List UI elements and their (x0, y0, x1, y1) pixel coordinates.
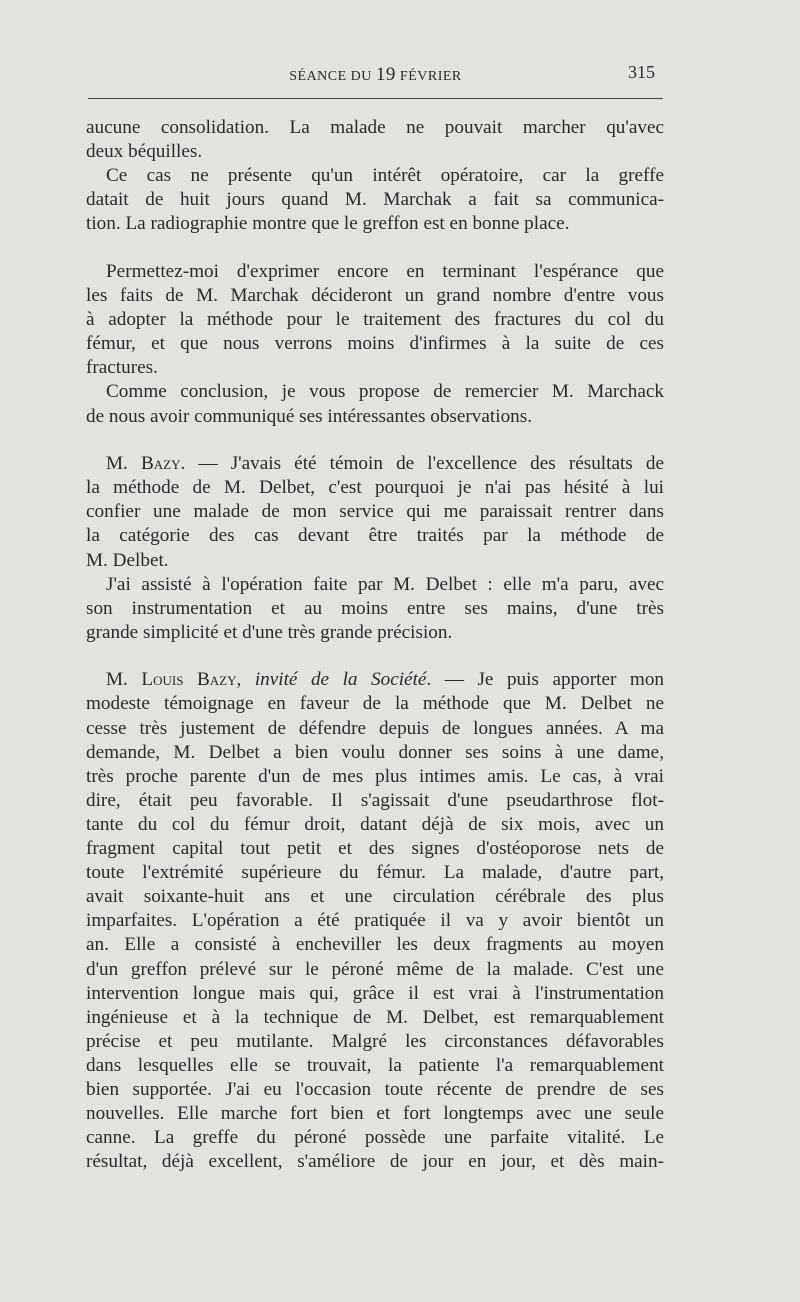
speaker-name: Bazy (140, 453, 181, 475)
text-line (86, 597, 664, 621)
text-line (86, 116, 664, 140)
text-span: J'ai assisté à l'opération faite par M. Delbet : elle m'a paru, avec (106, 573, 664, 595)
text-span: M. Delbet. (86, 549, 169, 571)
text-span: M. (106, 453, 141, 475)
text-span: ingénieuse et à la technique de M. Delbet, est remarquablement (86, 1006, 664, 1028)
text-span: demande, M. Delbet a bien voulu donner ses soins à une dame, (86, 741, 664, 763)
paragraph (86, 380, 664, 428)
text-line (86, 284, 664, 308)
text-line (86, 1102, 664, 1126)
text-line (86, 933, 664, 957)
text-line (86, 909, 664, 933)
text-line (86, 573, 664, 597)
paragraph-gap (86, 429, 664, 453)
text-span: Ce cas ne présente qu'un intérêt opératoire, car la greffe (106, 165, 664, 187)
text-span: fractures. (86, 357, 158, 379)
text-span: modeste témoignage en faveur de la méthode que M. Delbet ne (86, 693, 664, 715)
running-title-part: FÉVRIER (395, 69, 462, 84)
paragraph-gap (86, 236, 664, 260)
text-span: résultat, déjà excellent, s'améliore de jour en jour, et dès main- (86, 1151, 664, 1173)
text-line (86, 813, 664, 837)
text-span: tion. La radiographie montre que le greffon est en bonne place. (86, 213, 570, 235)
text-span: fragment capital tout petit et des signes d'ostéoporose nets de (86, 838, 664, 860)
text-span: la méthode de M. Delbet, c'est pourquoi je n'ai pas hésité à lui (86, 477, 664, 499)
text-span: précise et peu mutilante. Malgré les circonstances défavorables (86, 1030, 664, 1052)
text-span: intervention longue mais qui, grâce il est vrai à l'instrumentation (86, 982, 664, 1004)
text-line (86, 524, 664, 548)
paragraph (86, 116, 664, 164)
text-line (86, 765, 664, 789)
text-line (86, 356, 664, 380)
text-line (86, 140, 664, 164)
text-line (86, 1078, 664, 1102)
text-line (86, 1054, 664, 1078)
text-line (86, 164, 664, 188)
text-line (86, 692, 664, 716)
text-span: très proche parente d'un de mes plus intimes amis. Le cas, à vrai (86, 765, 664, 787)
text-line (86, 405, 664, 429)
text-span: confier une malade de mon service qui me paraissait rentrer dans (86, 501, 664, 523)
text-line (86, 1126, 664, 1150)
text-span: canne. La greffe du péroné possède une parfaite vitalité. Le (86, 1127, 664, 1149)
text-line (86, 500, 664, 524)
text-line (86, 476, 664, 500)
text-span: dire, était peu favorable. Il s'agissait d'une pseudarthrose flot- (86, 789, 664, 811)
text-span: an. Elle a consisté à encheviller les deux fragments au moyen (86, 934, 664, 956)
paragraph (86, 668, 664, 1174)
text-line (86, 1030, 664, 1054)
text-span: M. (106, 669, 142, 691)
paragraph (86, 164, 664, 236)
header-rule (88, 98, 663, 99)
text-line (86, 741, 664, 765)
text-line (86, 1150, 664, 1174)
paragraph (86, 452, 664, 572)
text-span: les faits de M. Marchak décideront un grand nombre d'entre vous (86, 285, 664, 307)
text-span: Comme conclusion, je vous propose de remercier M. Marchack (106, 381, 664, 403)
speaker-name: Louis Bazy (141, 669, 237, 691)
running-title (88, 64, 663, 86)
text-line (86, 982, 664, 1006)
text-span: imparfaites. L'opération a été pratiquée il va y avoir bientôt un (86, 910, 664, 932)
body-text (86, 116, 664, 1174)
text-line (86, 188, 664, 212)
text-line (86, 380, 664, 404)
paragraph-gap (86, 645, 664, 669)
paragraph (86, 260, 664, 380)
text-line (86, 717, 664, 741)
text-span: aucune consolidation. La malade ne pouvait marcher qu'avec (86, 117, 664, 138)
text-line (86, 958, 664, 982)
text-line (86, 332, 664, 356)
text-span: avait soixante-huit ans et une circulation cérébrale des plus (86, 886, 664, 908)
text-line (86, 885, 664, 909)
text-span: . — J'avais été témoin de l'excellence des résultats de (180, 453, 664, 475)
running-title-day: 19 (375, 64, 396, 85)
text-span: grande simplicité et d'une très grande précision. (86, 621, 453, 643)
running-title-part: SÉANCE DU (289, 69, 376, 84)
text-span: toute l'extrémité supérieure du fémur. La malade, d'autre part, (86, 862, 664, 884)
text-span: d'un greffon prélevé sur le péroné même de la malade. C'est une (86, 958, 664, 980)
text-span: , (236, 669, 255, 691)
text-span: à adopter la méthode pour le traitement des fractures du col du (86, 309, 664, 331)
text-line (86, 668, 664, 692)
text-line (86, 549, 664, 573)
text-line (86, 212, 664, 236)
text-line (86, 861, 664, 885)
text-line (86, 837, 664, 861)
text-span: dans lesquelles elle se trouvait, la patiente l'a remarquablement (86, 1054, 664, 1076)
text-span: la catégorie des cas devant être traités par la méthode de (86, 525, 664, 547)
page-number: 315 (628, 62, 655, 82)
text-line (86, 789, 664, 813)
text-span: . — Je puis apporter mon (426, 669, 664, 691)
speaker-role: invité de la Société (254, 669, 427, 691)
text-span: datait de huit jours quand M. Marchak a fait sa communica- (86, 189, 664, 211)
text-span: tante du col du fémur droit, datant déjà de six mois, avec un (86, 813, 664, 835)
text-span: deux béquilles. (86, 141, 203, 163)
text-line (86, 308, 664, 332)
text-line (86, 621, 664, 645)
page-header (88, 60, 663, 84)
text-span: fémur, et que nous verrons moins d'infirmes à la suite de ces (86, 333, 664, 355)
text-span: bien supportée. J'ai eu l'occasion toute récente de prendre de ses (86, 1078, 664, 1100)
text-span: de nous avoir communiqué ses intéressantes observations. (86, 405, 533, 427)
text-line (86, 260, 664, 284)
text-line (86, 1006, 664, 1030)
text-span: Permettez-moi d'exprimer encore en terminant l'espérance que (106, 260, 664, 282)
text-span: son instrumentation et au moins entre ses mains, d'une très (86, 597, 664, 619)
text-span: cesse très justement de défendre depuis de longues années. A ma (86, 717, 664, 739)
paragraph (86, 573, 664, 645)
text-span: nouvelles. Elle marche fort bien et fort longtemps avec une seule (86, 1103, 664, 1125)
text-line (86, 452, 664, 476)
